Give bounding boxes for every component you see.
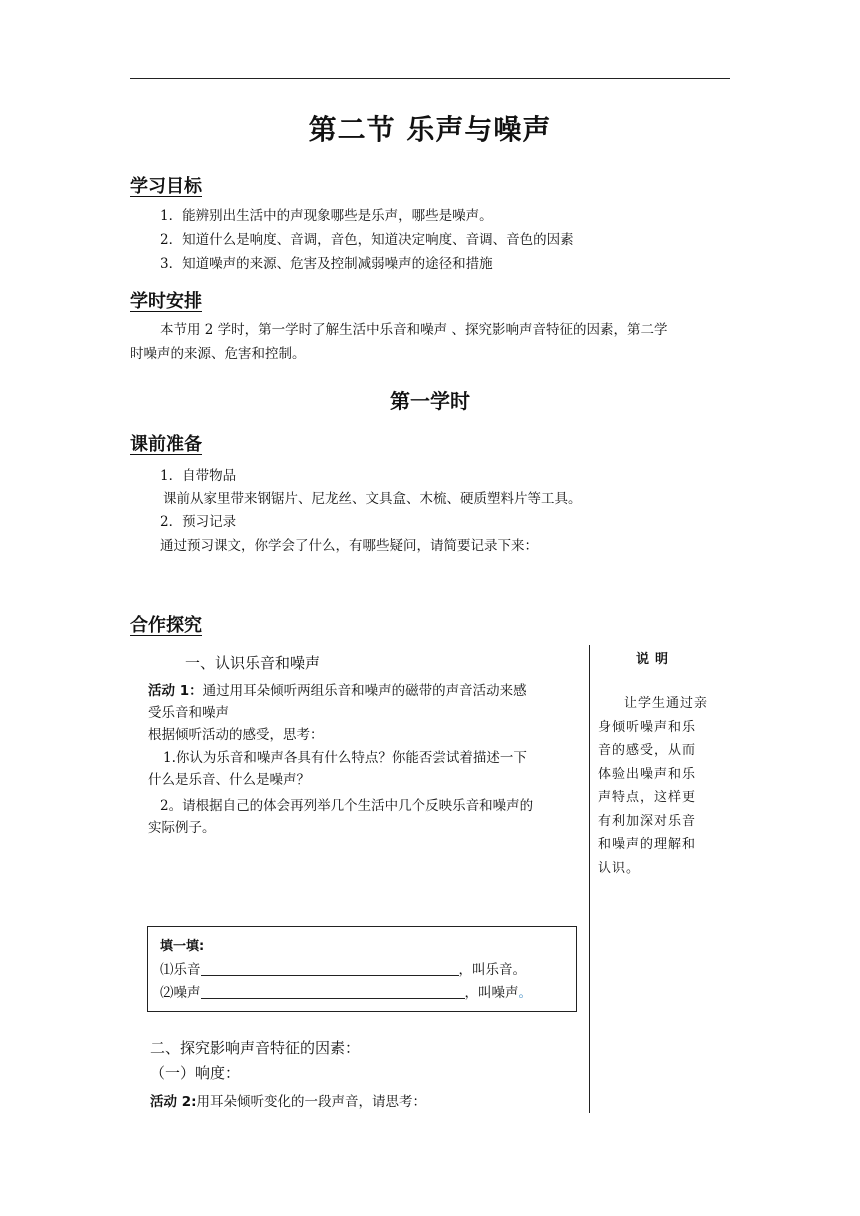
activity2-label: 活动 2: [150, 1094, 197, 1110]
note-text: 让学生通过亲身倾听噪声和乐音的感受，从而体验出噪声和乐声特点，这样更有利加深对乐音和噪声的理解和认识。 [598, 696, 709, 876]
prep-heading: 课前准备 [130, 434, 202, 455]
prep-line-4: 通过预习课文，你学会了什么，有哪些疑问，请简要记录下来： [160, 538, 538, 554]
fill-row-music: ⑴乐音 ，叫乐音。 [160, 962, 526, 978]
question-1-line-1: 1.你认为乐音和噪声各具有什么特点？你能否尝试着描述一下 [163, 750, 527, 766]
goal-item-2: 2．知道什么是响度、音调，音色，知道决定响度、音调、音色的因素 [160, 232, 574, 248]
activity1-line-2: 受乐音和噪声 [148, 705, 229, 721]
page-title: 第二节 乐声与噪声 [308, 113, 552, 146]
music-definition-blank[interactable] [201, 961, 459, 976]
prep-line-1: 1．自带物品 [160, 468, 237, 484]
loudness-heading: （一）响度： [150, 1064, 241, 1082]
schedule-heading: 学时安排 [130, 291, 202, 312]
activity1-label: 活动 1： [148, 683, 203, 699]
schedule-line-2: 时噪声的来源、危害和控制。 [130, 346, 306, 362]
goals-heading: 学习目标 [130, 176, 202, 197]
note-title: 说明 [635, 652, 674, 667]
goal-item-3: 3．知道噪声的来源、危害及控制减弱噪声的途径和措施 [160, 256, 493, 272]
fill-row-noise: ⑵噪声 ，叫噪声。 [160, 985, 532, 1001]
fill-in-box [147, 926, 577, 1012]
activity2-line: 活动 2:用耳朵倾听变化的一段声音，请思考： [150, 1094, 426, 1110]
activity1-line-3: 根据倾听活动的感受，思考： [148, 727, 324, 743]
prep-line-2: 课前从家里带来钢锯片、尼龙丝、文具盒、木梳、硬质塑料片等工具。 [163, 491, 582, 507]
lesson-title: 第一学时 [390, 389, 470, 413]
prep-line-3: 2．预习记录 [160, 514, 237, 530]
part2-heading: 二、探究影响声音特征的因素： [150, 1039, 361, 1057]
fill-title: 填一填: [160, 939, 205, 954]
part1-heading: 一、认识乐音和噪声 [185, 654, 321, 672]
goal-item-1: 1．能辨别出生活中的声现象哪些是乐声，哪些是噪声。 [160, 208, 493, 224]
explore-heading: 合作探究 [130, 615, 202, 636]
noise-definition-blank[interactable] [201, 984, 465, 999]
question-1-line-2: 什么是乐音、什么是噪声？ [148, 772, 310, 788]
question-2-line-2: 实际例子。 [148, 820, 216, 836]
schedule-line-1: 本节用 2 学时，第一学时了解生活中乐音和噪声 、探究影响声音特征的因素，第二学 [160, 322, 668, 338]
column-divider [589, 645, 590, 1113]
header-rule [130, 78, 730, 79]
activity1-line-1: 活动 1：通过用耳朵倾听两组乐音和噪声的磁带的声音活动来感 [148, 683, 527, 699]
question-2-line-1: 2。请根据自己的体会再列举几个生活中几个反映乐音和噪声的 [160, 798, 534, 814]
